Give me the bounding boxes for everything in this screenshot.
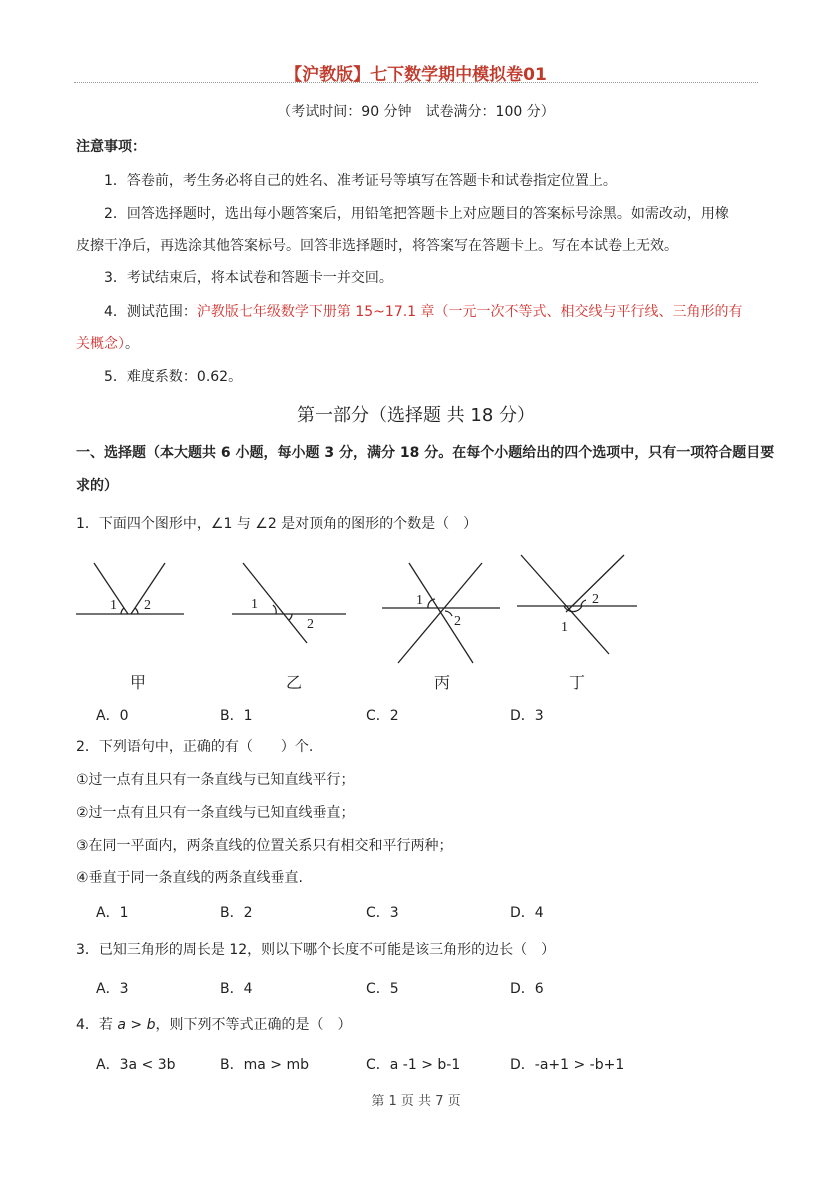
question-4-stem (76, 1015, 351, 1035)
note-item-4-prefix: 4．测试范围： (104, 304, 197, 320)
question-1-option-c: C．2 (366, 708, 399, 724)
question-3-option-b: B．4 (220, 981, 253, 997)
question-1-option-d: D．3 (510, 708, 544, 724)
question-3-option-c: C．5 (366, 981, 399, 997)
question-3-option-a: A．3 (96, 981, 129, 997)
note-item-5: 5．难度系数：0.62。 (104, 369, 243, 385)
figure-bing-label-1: 1 (416, 593, 423, 608)
header-divider (74, 82, 758, 83)
question-3-option-d: D．6 (510, 981, 544, 997)
question-4-option-c: C．a -1 > b-1 (366, 1057, 461, 1073)
question-2-statement-2: ②过一点有且只有一条直线与已知直线垂直； (76, 805, 355, 821)
figure-jia-angle-2-arc (135, 608, 138, 614)
question-2-statement-1: ①过一点有且只有一条直线与已知直线平行； (76, 772, 355, 788)
question-4-stem-suffix: ，则下列不等式正确的是（ ） (155, 1017, 352, 1033)
figure-yi-label-2: 2 (307, 617, 314, 632)
figure-caption-yi: 乙 (286, 673, 303, 692)
note-item-4-line2 (76, 334, 139, 354)
figure-jia-label-2: 2 (144, 598, 151, 613)
section-title: 第一部分（选择题 共 18 分） (296, 405, 536, 426)
figure-caption-ding: 丁 (569, 673, 586, 692)
figure-jia-label-1: 1 (110, 598, 117, 613)
figure-yi-angle-2-arc (289, 614, 292, 620)
question-4-option-d: D．-a+1 > -b+1 (510, 1057, 625, 1073)
notes-heading: 注意事项： (76, 139, 146, 155)
question-2-stem: 2．下列语句中，正确的有（ ）个. (76, 739, 314, 755)
note-item-4-line1 (104, 302, 743, 322)
question-1-option-a: A．0 (96, 708, 129, 724)
figure-ding-label-2: 2 (592, 592, 599, 607)
figure-bing-angle-1-arc (428, 599, 435, 608)
section-instruction-line1: 一、选择题（本大题共 6 小题，每小题 3 分，满分 18 分。在每个小题给出的四个选项中，只有一项符合题目要 (76, 445, 775, 461)
question-1-option-b: B．1 (220, 708, 253, 724)
question-4-stem-prefix: 4．若 (76, 1017, 118, 1033)
question-2-statement-3: ③在同一平面内，两条直线的位置关系只有相交和平行两种； (76, 838, 453, 854)
document-title: 【沪教版】七下数学期中模拟卷01 (285, 65, 547, 85)
figure-caption-jia: 甲 (130, 673, 147, 692)
figure-jia-angle-1-arc (121, 608, 124, 614)
figure-ding-angle-2-arc (581, 600, 586, 606)
question-2-option-c: C．3 (366, 905, 399, 921)
note-item-2-line1: 2．回答选择题时，选出每小题答案后，用铅笔把答题卡上对应题目的答案标号涂黑。如需改动，用橡 (104, 206, 729, 222)
question-2-option-b: B．2 (220, 905, 253, 921)
question-1-stem: 1．下面四个图形中，∠1 与 ∠2 是对顶角的图形的个数是（ ） (76, 516, 478, 532)
section-instruction-line2: 求的） (76, 478, 118, 494)
note-item-3: 3．考试结束后，将本试卷和答题卡一并交回。 (104, 270, 393, 286)
question-4-option-a: A．3a < 3b (96, 1057, 176, 1073)
question-2-option-d: D．4 (510, 905, 544, 921)
question-2-option-a: A．1 (96, 905, 129, 921)
figure-bing-line-b (409, 563, 473, 663)
question-4-option-b: B．ma > mb (220, 1057, 309, 1073)
figure-ding-label-1: 1 (561, 620, 568, 635)
figure-caption-bing: 丙 (434, 673, 451, 692)
note-item-4-suffix: 。 (125, 336, 139, 352)
figure-bing-angle-2-arc (445, 611, 452, 616)
question-4-condition: a > b (117, 1017, 156, 1033)
question-1-figures (0, 545, 832, 670)
page-number: 第 1 页 共 7 页 (371, 1094, 461, 1109)
note-item-2-line2: 皮擦干净后，再选涂其他答案标号。回答非选择题时，将答案写在答题卡上。写在本试卷上无效。 (76, 238, 678, 254)
figure-yi-label-1: 1 (251, 597, 258, 612)
question-2-statement-4: ④垂直于同一条直线的两条直线垂直. (76, 870, 304, 886)
test-scope-continued: 关概念） (76, 336, 125, 352)
exam-info: （考试时间：90 分钟 试卷满分：100 分） (277, 104, 555, 120)
figure-bing-label-2: 2 (454, 614, 461, 629)
figure-yi-angle-1-arc (273, 605, 276, 614)
question-3-stem: 3．已知三角形的周长是 12，则以下哪个长度不可能是该三角形的边长（ ） (76, 942, 556, 958)
test-scope: 沪教版七年级数学下册第 15~17.1 章（一元一次不等式、相交线与平行线、三角形的有 (196, 304, 743, 320)
figure-bing-line-a (398, 563, 482, 663)
note-item-1: 1．答卷前，考生务必将自己的姓名、准考证号等填写在答题卡和试卷指定位置上。 (104, 173, 617, 189)
